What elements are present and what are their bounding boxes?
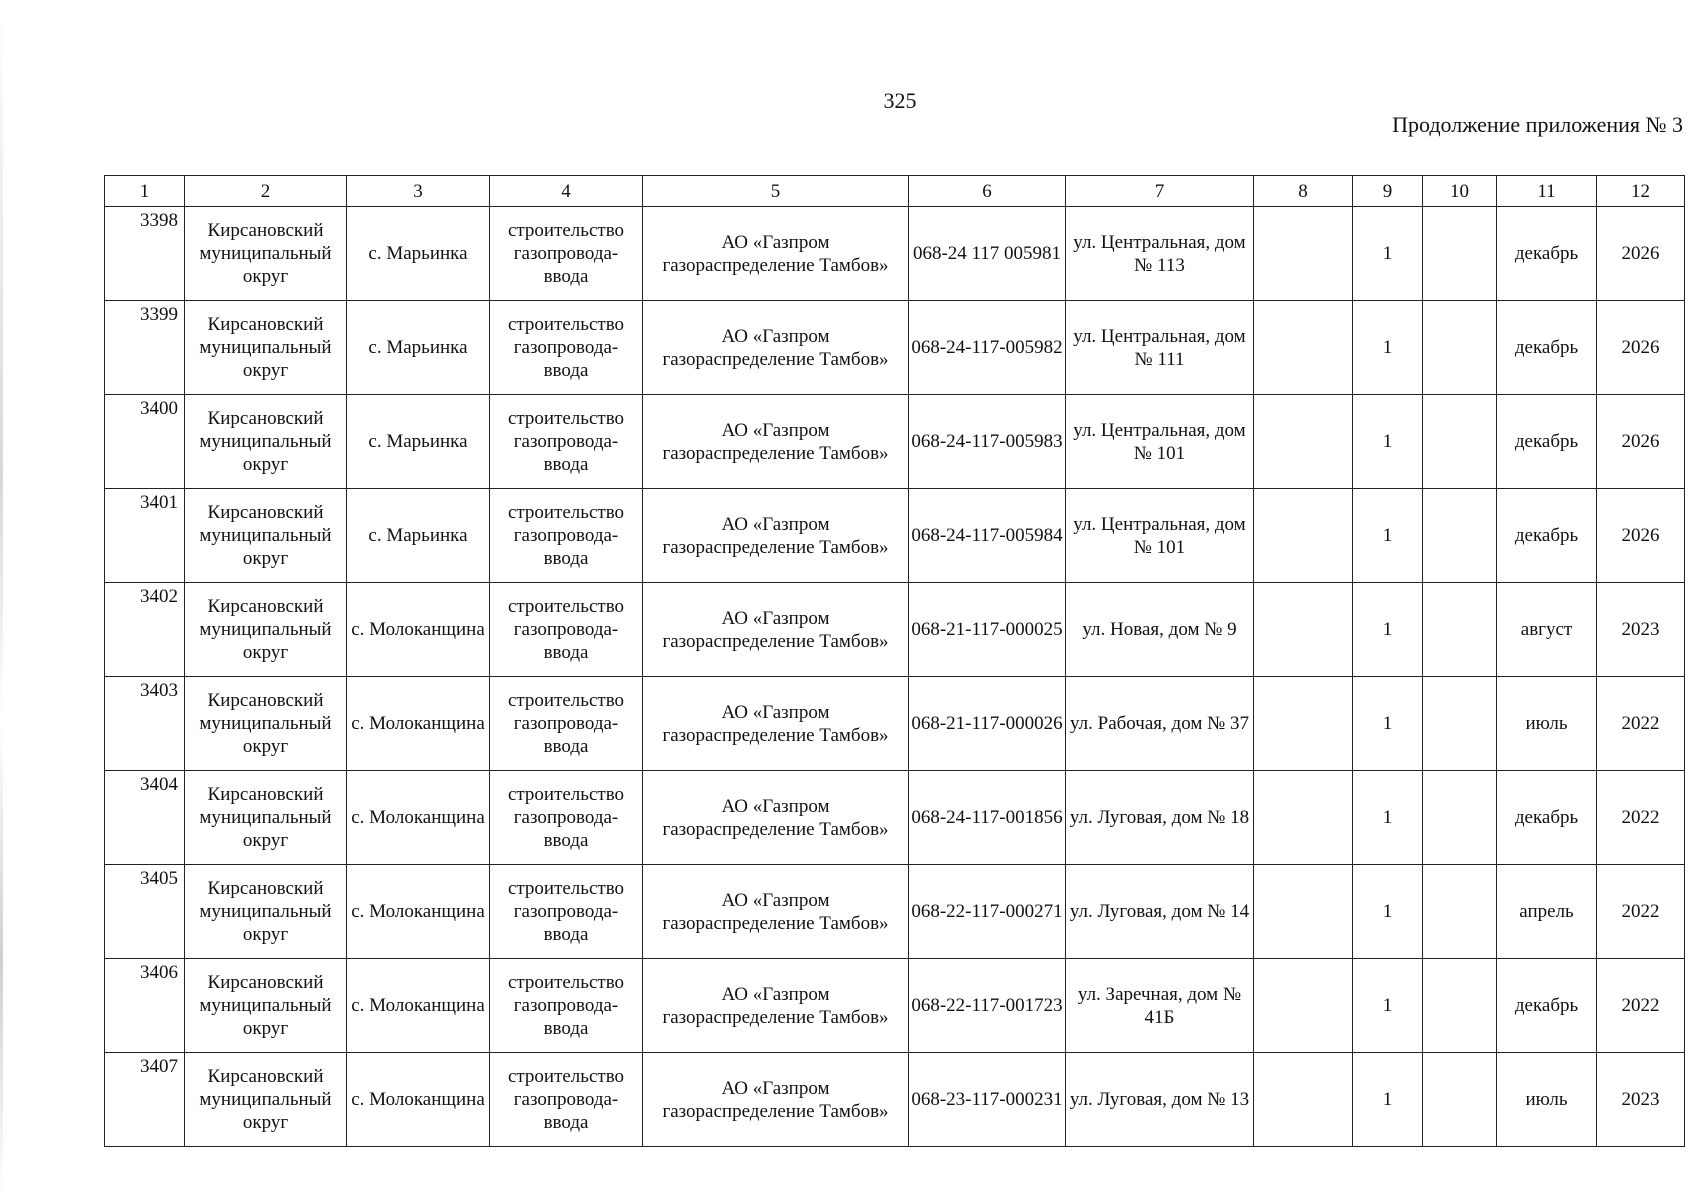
scan-edge: [0, 0, 3, 1200]
application-code-cell: 068-24-117-005984: [909, 489, 1066, 583]
column-10-cell: [1423, 959, 1497, 1053]
work-type-cell: строительство газопровода-ввода: [490, 301, 643, 395]
column-8-cell: [1254, 583, 1353, 677]
year-cell: 2023: [1597, 583, 1685, 677]
col-number-4: 4: [490, 176, 643, 207]
address-cell: ул. Центральная, дом № 113: [1066, 207, 1254, 301]
organization-cell: АО «Газпром газораспределение Тамбов»: [643, 301, 909, 395]
district-cell: Кирсановский муниципальный округ: [185, 395, 347, 489]
organization-cell: АО «Газпром газораспределение Тамбов»: [643, 395, 909, 489]
gas-connection-register-table: [104, 175, 1685, 1147]
district-cell: Кирсановский муниципальный округ: [185, 583, 347, 677]
application-code-cell: 068-23-117-000231: [909, 1053, 1066, 1147]
appendix-continuation-note: Продолжение приложения № 3: [1392, 112, 1683, 137]
address-cell: ул. Центральная, дом № 101: [1066, 489, 1254, 583]
locality-cell: с. Марьинка: [347, 301, 490, 395]
year-cell: 2022: [1597, 865, 1685, 959]
work-type-cell: строительство газопровода-ввода: [490, 583, 643, 677]
work-type-cell: строительство газопровода-ввода: [490, 207, 643, 301]
year-cell: 2022: [1597, 771, 1685, 865]
table-row: [105, 865, 1685, 959]
column-10-cell: [1423, 301, 1497, 395]
column-number-header: [105, 176, 1685, 207]
table-row: [105, 301, 1685, 395]
organization-cell: АО «Газпром газораспределение Тамбов»: [643, 959, 909, 1053]
district-cell: Кирсановский муниципальный округ: [185, 677, 347, 771]
row-number-cell: 3405: [105, 865, 185, 959]
row-number-cell: 3407: [105, 1053, 185, 1147]
district-cell: Кирсановский муниципальный округ: [185, 489, 347, 583]
year-cell: 2026: [1597, 395, 1685, 489]
application-code-cell: 068-24-117-005983: [909, 395, 1066, 489]
column-9-cell: 1: [1353, 207, 1423, 301]
address-cell: ул. Луговая, дом № 14: [1066, 865, 1254, 959]
table-row: [105, 489, 1685, 583]
table-row: [105, 207, 1685, 301]
district-cell: Кирсановский муниципальный округ: [185, 865, 347, 959]
column-10-cell: [1423, 207, 1497, 301]
column-9-cell: 1: [1353, 395, 1423, 489]
organization-cell: АО «Газпром газораспределение Тамбов»: [643, 489, 909, 583]
column-9-cell: 1: [1353, 677, 1423, 771]
column-8-cell: [1254, 301, 1353, 395]
year-cell: 2026: [1597, 207, 1685, 301]
col-number-8: 8: [1254, 176, 1353, 207]
column-9-cell: 1: [1353, 865, 1423, 959]
work-type-cell: строительство газопровода-ввода: [490, 489, 643, 583]
district-cell: Кирсановский муниципальный округ: [185, 1053, 347, 1147]
col-number-12: 12: [1597, 176, 1685, 207]
address-cell: ул. Центральная, дом № 101: [1066, 395, 1254, 489]
column-10-cell: [1423, 677, 1497, 771]
district-cell: Кирсановский муниципальный округ: [185, 959, 347, 1053]
row-number-cell: 3404: [105, 771, 185, 865]
column-8-cell: [1254, 677, 1353, 771]
row-number-cell: 3402: [105, 583, 185, 677]
address-cell: ул. Заречная, дом № 41Б: [1066, 959, 1254, 1053]
organization-cell: АО «Газпром газораспределение Тамбов»: [643, 771, 909, 865]
col-number-10: 10: [1423, 176, 1497, 207]
col-number-9: 9: [1353, 176, 1423, 207]
column-10-cell: [1423, 865, 1497, 959]
district-cell: Кирсановский муниципальный округ: [185, 771, 347, 865]
application-code-cell: 068-24-117-001856: [909, 771, 1066, 865]
district-cell: Кирсановский муниципальный округ: [185, 301, 347, 395]
address-cell: ул. Новая, дом № 9: [1066, 583, 1254, 677]
month-cell: декабрь: [1497, 489, 1597, 583]
work-type-cell: строительство газопровода-ввода: [490, 771, 643, 865]
month-cell: декабрь: [1497, 959, 1597, 1053]
column-8-cell: [1254, 207, 1353, 301]
column-10-cell: [1423, 489, 1497, 583]
work-type-cell: строительство газопровода-ввода: [490, 1053, 643, 1147]
column-9-cell: 1: [1353, 583, 1423, 677]
organization-cell: АО «Газпром газораспределение Тамбов»: [643, 207, 909, 301]
column-9-cell: 1: [1353, 771, 1423, 865]
column-8-cell: [1254, 489, 1353, 583]
column-number-row: [105, 176, 1685, 207]
col-number-11: 11: [1497, 176, 1597, 207]
column-8-cell: [1254, 395, 1353, 489]
work-type-cell: строительство газопровода-ввода: [490, 677, 643, 771]
table-row: [105, 583, 1685, 677]
month-cell: декабрь: [1497, 771, 1597, 865]
table-row: [105, 395, 1685, 489]
table-row: [105, 771, 1685, 865]
locality-cell: с. Марьинка: [347, 207, 490, 301]
column-10-cell: [1423, 395, 1497, 489]
address-cell: ул. Центральная, дом № 111: [1066, 301, 1254, 395]
month-cell: июль: [1497, 677, 1597, 771]
year-cell: 2026: [1597, 301, 1685, 395]
col-number-1: 1: [105, 176, 185, 207]
month-cell: апрель: [1497, 865, 1597, 959]
year-cell: 2026: [1597, 489, 1685, 583]
col-number-3: 3: [347, 176, 490, 207]
application-code-cell: 068-24-117-005982: [909, 301, 1066, 395]
table-row: [105, 677, 1685, 771]
work-type-cell: строительство газопровода-ввода: [490, 865, 643, 959]
column-10-cell: [1423, 1053, 1497, 1147]
column-10-cell: [1423, 771, 1497, 865]
page-number: 325: [883, 88, 917, 113]
month-cell: август: [1497, 583, 1597, 677]
application-code-cell: 068-22-117-001723: [909, 959, 1066, 1053]
address-cell: ул. Луговая, дом № 13: [1066, 1053, 1254, 1147]
col-number-7: 7: [1066, 176, 1254, 207]
col-number-2: 2: [185, 176, 347, 207]
application-code-cell: 068-22-117-000271: [909, 865, 1066, 959]
month-cell: декабрь: [1497, 301, 1597, 395]
work-type-cell: строительство газопровода-ввода: [490, 395, 643, 489]
month-cell: декабрь: [1497, 207, 1597, 301]
table-row: [105, 1053, 1685, 1147]
table-row: [105, 959, 1685, 1053]
locality-cell: с. Молоканщина: [347, 1053, 490, 1147]
row-number-cell: 3398: [105, 207, 185, 301]
organization-cell: АО «Газпром газораспределение Тамбов»: [643, 865, 909, 959]
locality-cell: с. Молоканщина: [347, 959, 490, 1053]
locality-cell: с. Молоканщина: [347, 771, 490, 865]
column-8-cell: [1254, 1053, 1353, 1147]
row-number-cell: 3399: [105, 301, 185, 395]
application-code-cell: 068-21-117-000026: [909, 677, 1066, 771]
application-code-cell: 068-21-117-000025: [909, 583, 1066, 677]
work-type-cell: строительство газопровода-ввода: [490, 959, 643, 1053]
locality-cell: с. Молоканщина: [347, 677, 490, 771]
address-cell: ул. Луговая, дом № 18: [1066, 771, 1254, 865]
column-8-cell: [1254, 771, 1353, 865]
district-cell: Кирсановский муниципальный округ: [185, 207, 347, 301]
organization-cell: АО «Газпром газораспределение Тамбов»: [643, 1053, 909, 1147]
locality-cell: с. Молоканщина: [347, 865, 490, 959]
column-8-cell: [1254, 959, 1353, 1053]
col-number-5: 5: [643, 176, 909, 207]
locality-cell: с. Марьинка: [347, 489, 490, 583]
year-cell: 2022: [1597, 677, 1685, 771]
address-cell: ул. Рабочая, дом № 37: [1066, 677, 1254, 771]
locality-cell: с. Молоканщина: [347, 583, 490, 677]
row-number-cell: 3406: [105, 959, 185, 1053]
column-9-cell: 1: [1353, 1053, 1423, 1147]
column-9-cell: 1: [1353, 489, 1423, 583]
locality-cell: с. Марьинка: [347, 395, 490, 489]
month-cell: июль: [1497, 1053, 1597, 1147]
column-8-cell: [1254, 865, 1353, 959]
register-body: [105, 207, 1685, 1147]
year-cell: 2023: [1597, 1053, 1685, 1147]
row-number-cell: 3403: [105, 677, 185, 771]
organization-cell: АО «Газпром газораспределение Тамбов»: [643, 677, 909, 771]
year-cell: 2022: [1597, 959, 1685, 1053]
month-cell: декабрь: [1497, 395, 1597, 489]
col-number-6: 6: [909, 176, 1066, 207]
column-10-cell: [1423, 583, 1497, 677]
column-9-cell: 1: [1353, 959, 1423, 1053]
organization-cell: АО «Газпром газораспределение Тамбов»: [643, 583, 909, 677]
column-9-cell: 1: [1353, 301, 1423, 395]
row-number-cell: 3400: [105, 395, 185, 489]
row-number-cell: 3401: [105, 489, 185, 583]
application-code-cell: 068-24 117 005981: [909, 207, 1066, 301]
